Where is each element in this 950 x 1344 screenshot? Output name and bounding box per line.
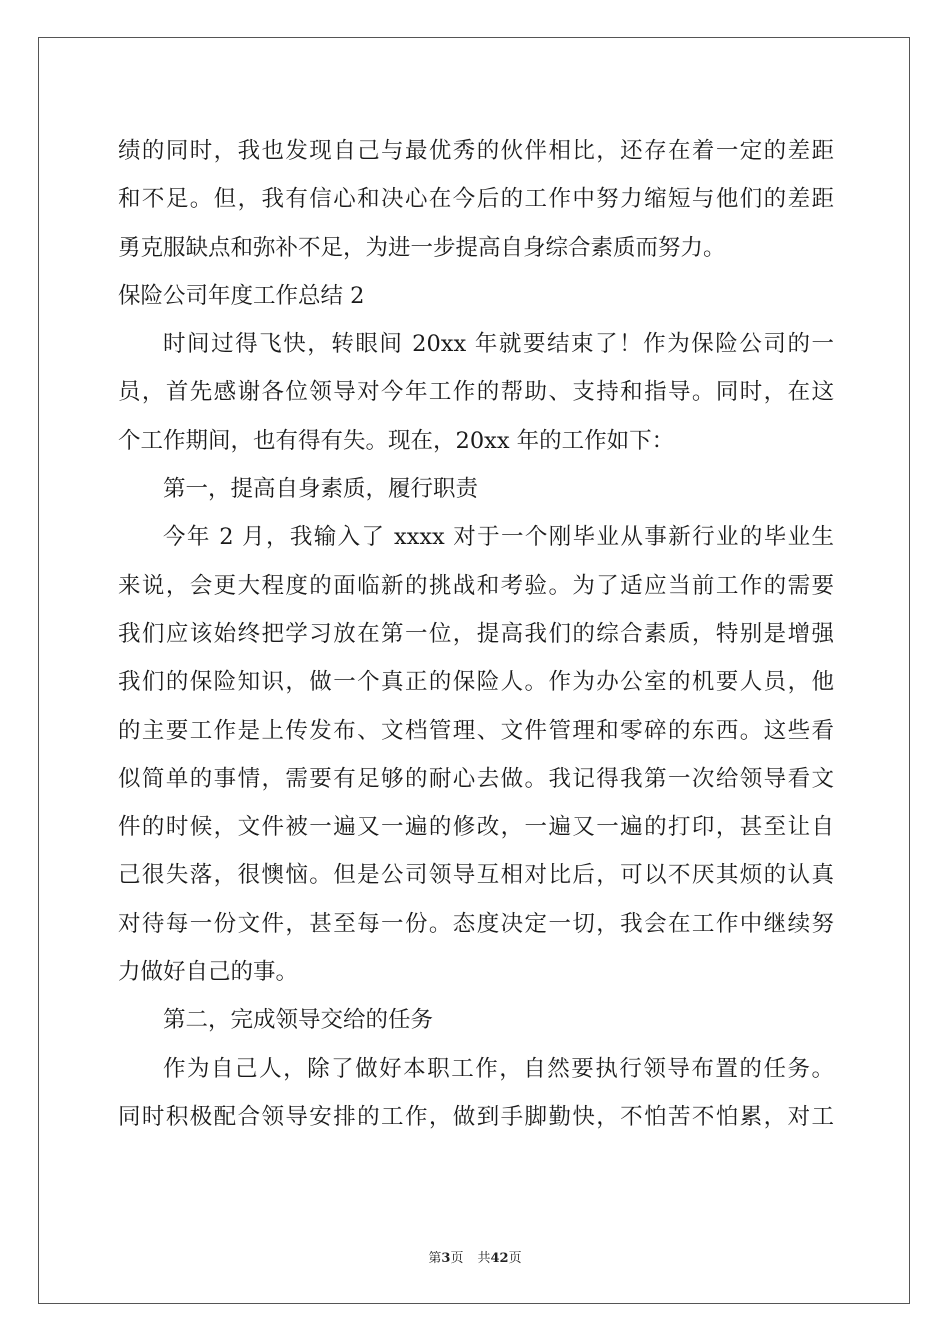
text-line: 我们应该始终把学习放在第一位，提高我们的综合素质，特别是增强 [118,620,834,647]
text-line: 时间过得飞快，转眼间 20xx 年就要结束了！作为保险公司的一 [163,331,834,358]
total-suffix: 页 [508,1251,522,1266]
subheading: 第二，完成领导交给的任务 [163,1007,434,1034]
page-number: 3 [441,1251,451,1266]
document-body [118,127,834,1141]
text-line: 己很失落，很懊恼。但是公司领导互相对比后，可以不厌其烦的认真 [118,862,834,889]
text-line: 同时积极配合领导安排的工作，做到手脚勤快，不怕苦不怕累，对工 [118,1103,834,1130]
page-suffix: 页 [450,1251,464,1266]
total-pages: 42 [490,1251,509,1266]
text-line: 似简单的事情，需要有足够的耐心去做。我记得我第一次给领导看文 [118,765,834,792]
section-title: 保险公司年度工作总结 2 [118,282,365,309]
page-footer [0,1247,950,1266]
text-line: 作为自己人，除了做好本职工作，自然要执行领导布置的任务。 [163,1055,834,1082]
total-prefix: 共 [477,1251,491,1266]
text-line: 对待每一份文件，甚至每一份。态度决定一切，我会在工作中继续努 [118,910,834,937]
text-line: 的主要工作是上传发布、文档管理、文件管理和零碎的东西。这些看 [118,717,834,744]
text-line: 和不足。但，我有信心和决心在今后的工作中努力缩短与他们的差距 [118,186,834,213]
text-line: 件的时候，文件被一遍又一遍的修改，一遍又一遍的打印，甚至让自 [118,814,834,841]
text-line: 个工作期间，也有得有失。现在，20xx 年的工作如下： [118,427,675,454]
text-line: 力做好自己的事。 [118,959,299,986]
text-line: 勇克服缺点和弥补不足，为进一步提高自身综合素质而努力。 [118,234,726,261]
text-line: 绩的同时，我也发现自己与最优秀的伙伴相比，还存在着一定的差距 [118,138,834,164]
subheading: 第一，提高自身素质，履行职责 [163,476,479,503]
text-line: 我们的保险知识，做一个真正的保险人。作为办公室的机要人员，他 [118,669,834,696]
text-line: 今年 2 月，我输入了 xxxx 对于一个刚毕业从事新行业的毕业生 [163,524,834,551]
text-line: 来说，会更大程度的面临新的挑战和考验。为了适应当前工作的需要 [118,572,834,599]
page-prefix: 第 [428,1251,442,1266]
text-line: 员，首先感谢各位领导对今年工作的帮助、支持和指导。同时，在这 [118,379,834,406]
